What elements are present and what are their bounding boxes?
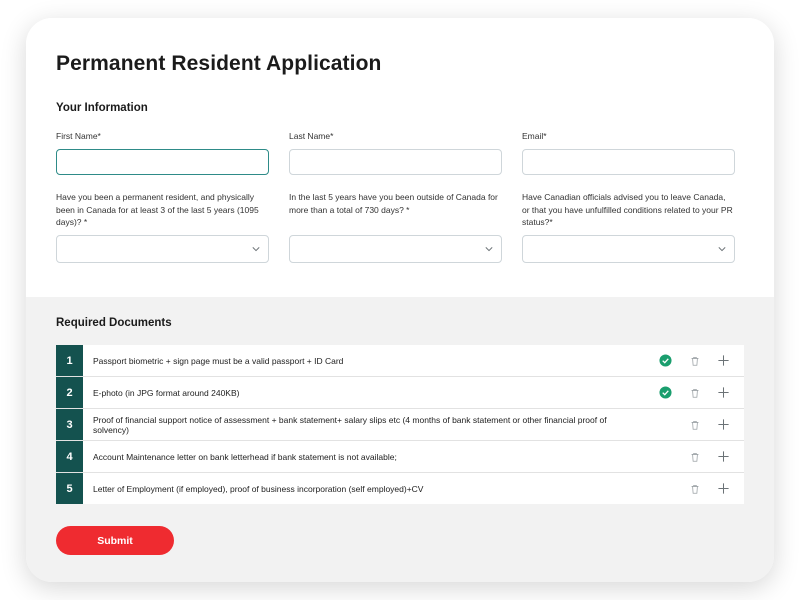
- outside-canada-select[interactable]: [289, 235, 502, 263]
- last-name-field-group: [289, 130, 502, 175]
- row-actions: [620, 345, 744, 376]
- trash-icon[interactable]: [688, 386, 701, 399]
- row-actions: [620, 441, 744, 472]
- last-name-input[interactable]: [289, 149, 502, 175]
- first-name-label: First Name*: [56, 131, 101, 141]
- plus-icon[interactable]: [717, 418, 730, 431]
- row-description: E-photo (in JPG format around 240KB): [93, 387, 240, 398]
- row-number: 2: [56, 377, 83, 408]
- name-email-row: [56, 130, 744, 175]
- section-heading-your-information: Your Information: [56, 102, 148, 114]
- residency-question-select[interactable]: [56, 235, 269, 263]
- row-number: 1: [56, 345, 83, 376]
- row-number: 3: [56, 409, 83, 440]
- verified-check-icon: [659, 354, 672, 367]
- table-row[interactable]: [56, 441, 744, 473]
- residency-question-label: Have you been a permanent resident, and physically been in Canada for at least 3 of the last 5 years (1095 days)? *: [56, 192, 259, 227]
- pr-status-question-label: Have Canadian officials advised you to leave Canada, or that you have unfulfilled conditions related to your PR status?*: [522, 192, 733, 227]
- table-row[interactable]: [56, 473, 744, 504]
- outside-canada-question-group: [289, 191, 502, 263]
- outside-canada-select-wrap[interactable]: [289, 235, 502, 263]
- outside-canada-question-label: In the last 5 years have you been outside of Canada for more than a total of 730 days? *: [289, 192, 498, 215]
- application-card: [26, 18, 774, 582]
- required-documents-section: [26, 297, 774, 582]
- personal-information-section: [26, 18, 774, 297]
- first-name-field-group: [56, 130, 269, 175]
- plus-icon[interactable]: [717, 482, 730, 495]
- trash-icon[interactable]: [688, 482, 701, 495]
- last-name-label: Last Name*: [289, 131, 334, 141]
- verified-check-icon: [659, 386, 672, 399]
- row-actions: [620, 377, 744, 408]
- pr-status-select[interactable]: [522, 235, 735, 263]
- email-label: Email*: [522, 131, 547, 141]
- row-description: Letter of Employment (if employed), proof of business incorporation (self employed)+CV: [93, 483, 424, 494]
- row-description: Proof of financial support notice of assessment + bank statement+ salary slips etc (4 months of bank statement or other financial proof of solvency): [93, 414, 607, 435]
- verified-check-placeholder: [659, 482, 672, 495]
- row-description: Account Maintenance letter on bank letterhead if bank statement is not available;: [93, 451, 397, 462]
- trash-icon[interactable]: [688, 418, 701, 431]
- verified-check-placeholder: [659, 450, 672, 463]
- trash-icon[interactable]: [688, 450, 701, 463]
- first-name-input[interactable]: [56, 149, 269, 175]
- row-actions: [620, 473, 744, 504]
- table-row[interactable]: [56, 345, 744, 377]
- residency-question-select-wrap[interactable]: [56, 235, 269, 263]
- row-number: 5: [56, 473, 83, 504]
- plus-icon[interactable]: [717, 450, 730, 463]
- email-field-group: [522, 130, 735, 175]
- eligibility-questions-row: [56, 191, 744, 263]
- residency-question-group: [56, 191, 269, 263]
- row-description: Passport biometric + sign page must be a valid passport + ID Card: [93, 355, 344, 366]
- table-row[interactable]: [56, 409, 744, 441]
- plus-icon[interactable]: [717, 386, 730, 399]
- row-number: 4: [56, 441, 83, 472]
- page-title: Permanent Resident Application: [56, 52, 382, 75]
- row-actions: [620, 409, 744, 440]
- verified-check-placeholder: [659, 418, 672, 431]
- email-input[interactable]: [522, 149, 735, 175]
- documents-table: [56, 345, 744, 504]
- pr-status-select-wrap[interactable]: [522, 235, 735, 263]
- section-heading-required-documents: Required Documents: [56, 317, 172, 330]
- submit-button[interactable]: Submit: [56, 526, 174, 555]
- pr-status-question-group: [522, 191, 735, 263]
- table-row[interactable]: [56, 377, 744, 409]
- plus-icon[interactable]: [717, 354, 730, 367]
- trash-icon[interactable]: [688, 354, 701, 367]
